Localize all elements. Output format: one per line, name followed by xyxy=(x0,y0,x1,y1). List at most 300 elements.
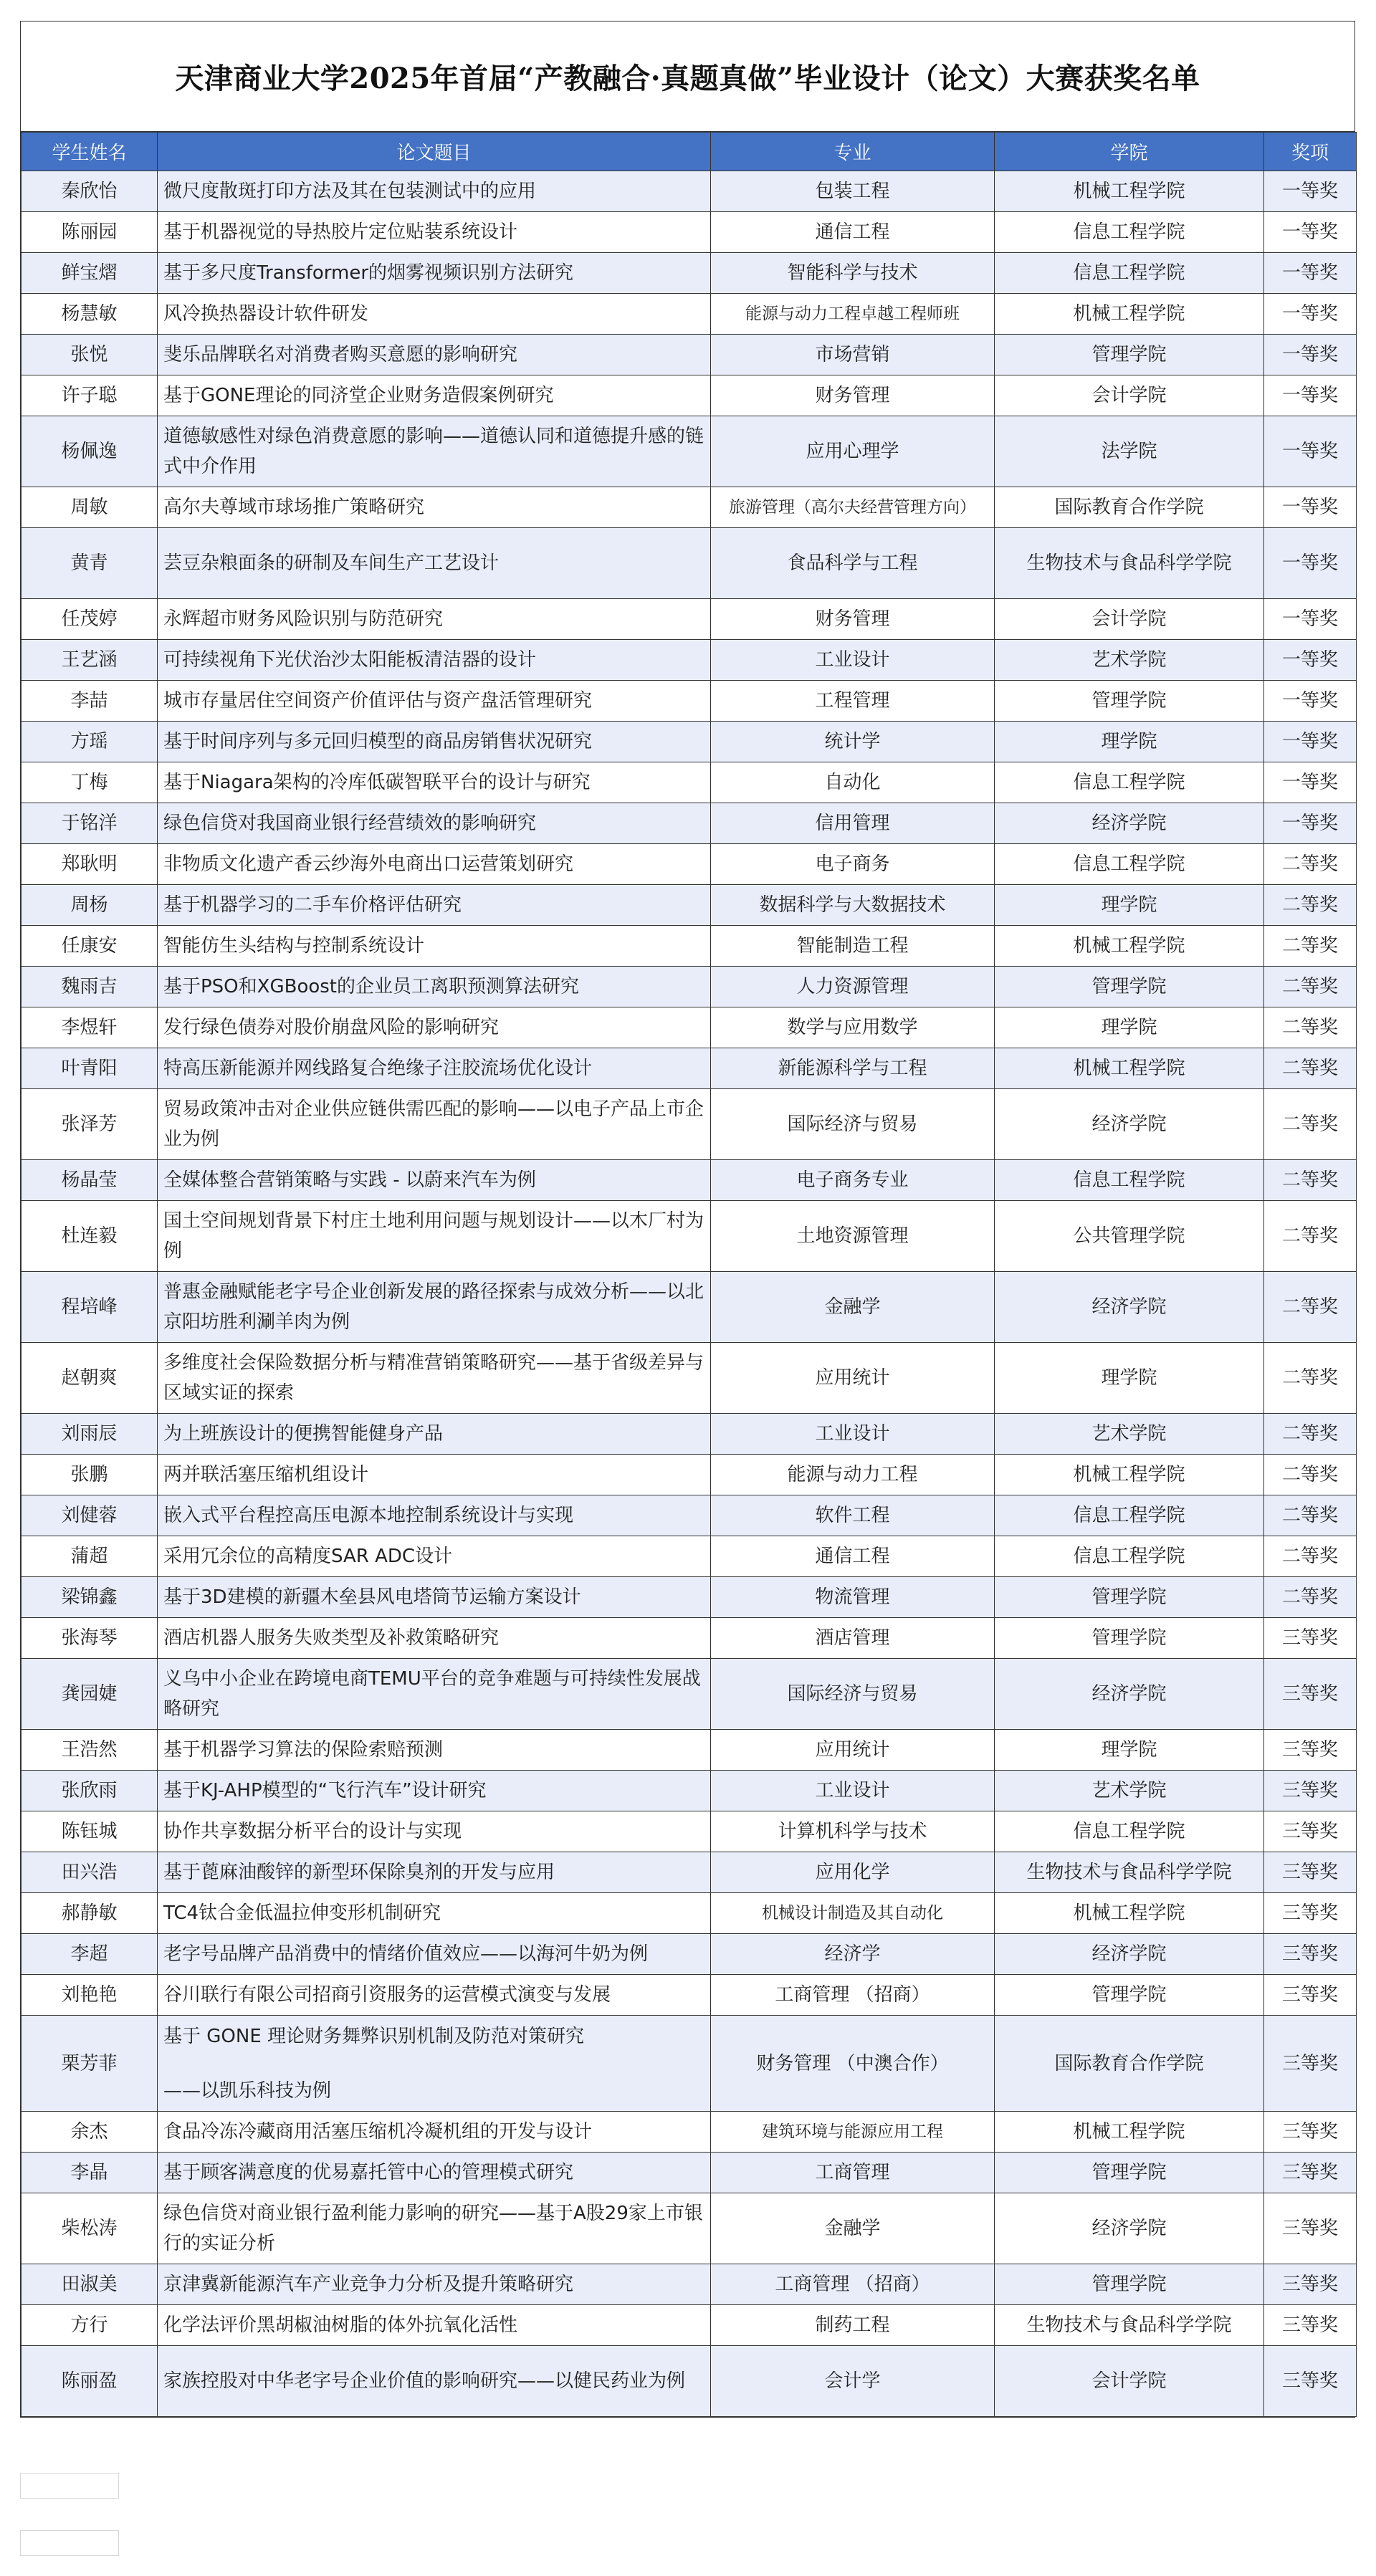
cell-thesis-title xyxy=(158,416,711,487)
cell-major: 酒店管理 xyxy=(711,1618,995,1659)
cell-major: 能源与动力工程卓越工程师班 xyxy=(711,294,995,335)
cell-thesis-title xyxy=(158,487,711,528)
title-box xyxy=(21,21,1354,132)
cell-major: 制药工程 xyxy=(711,2305,995,2346)
cell-thesis-title xyxy=(158,2112,711,2153)
cell-award: 一等奖 xyxy=(1264,375,1357,416)
cell-thesis-title xyxy=(158,803,711,844)
cell-student-name: 刘健蓉 xyxy=(22,1495,158,1536)
cell-major: 应用心理学 xyxy=(711,416,995,487)
cell-college: 信息工程学院 xyxy=(995,762,1264,803)
thesis-title-text: 基于顾客满意度的优易嘉托管中心的管理模式研究 xyxy=(163,2162,574,2183)
table-row xyxy=(22,2264,1357,2305)
blank-cell xyxy=(20,2530,119,2556)
cell-major: 机械设计制造及其自动化 xyxy=(711,1893,995,1934)
table-row xyxy=(22,1618,1357,1659)
cell-thesis-title xyxy=(158,335,711,375)
cell-award: 二等奖 xyxy=(1264,1536,1357,1577)
thesis-subtitle-text: ——以凯乐科技为例 xyxy=(163,2079,332,2102)
thesis-title-text: 谷川联行有限公司招商引资服务的运营模式演变与发展 xyxy=(163,1984,611,2006)
cell-major: 金融学 xyxy=(711,2193,995,2264)
cell-award: 二等奖 xyxy=(1264,1089,1357,1160)
cell-student-name: 张鹏 xyxy=(22,1455,158,1495)
table-row xyxy=(22,681,1357,722)
cell-college: 生物技术与食品科学学院 xyxy=(995,2305,1264,2346)
cell-thesis-title xyxy=(158,885,711,926)
cell-award: 二等奖 xyxy=(1264,926,1357,967)
cell-major: 能源与动力工程 xyxy=(711,1455,995,1495)
cell-thesis-title xyxy=(158,1618,711,1659)
cell-college: 理学院 xyxy=(995,722,1264,762)
table-row xyxy=(22,1811,1357,1852)
cell-award: 一等奖 xyxy=(1264,640,1357,681)
cell-major: 国际经济与贸易 xyxy=(711,1659,995,1730)
thesis-title-text: 家族控股对中华老字号企业价值的影响研究——以健民药业为例 xyxy=(163,2370,686,2392)
thesis-title-text: 风冷换热器设计软件研发 xyxy=(163,303,369,325)
cell-college: 机械工程学院 xyxy=(995,1048,1264,1089)
thesis-title-text: 芸豆杂粮面条的研制及车间生产工艺设计 xyxy=(163,552,500,574)
cell-student-name: 张泽芳 xyxy=(22,1089,158,1160)
thesis-title-text: 京津冀新能源汽车产业竞争力分析及提升策略研究 xyxy=(163,2274,574,2295)
cell-award: 三等奖 xyxy=(1264,1618,1357,1659)
cell-award: 二等奖 xyxy=(1264,1577,1357,1618)
cell-student-name: 张欣雨 xyxy=(22,1771,158,1811)
cell-college: 管理学院 xyxy=(995,2153,1264,2193)
cell-student-name: 蒲超 xyxy=(22,1536,158,1577)
cell-award: 三等奖 xyxy=(1264,1811,1357,1852)
cell-college: 国际教育合作学院 xyxy=(995,2016,1264,2112)
thesis-title-text: 绿色信贷对商业银行盈利能力影响的研究——基于A股29家上市银行的实证分析 xyxy=(163,2203,703,2254)
cell-award: 一等奖 xyxy=(1264,681,1357,722)
cell-college: 理学院 xyxy=(995,1343,1264,1414)
table-row xyxy=(22,416,1357,487)
cell-college: 公共管理学院 xyxy=(995,1201,1264,1272)
table-row xyxy=(22,1160,1357,1201)
cell-thesis-title xyxy=(158,844,711,885)
thesis-title-text: 义乌中小企业在跨境电商TEMU平台的竞争难题与可持续性发展战略研究 xyxy=(163,1668,701,1720)
cell-college: 管理学院 xyxy=(995,681,1264,722)
thesis-title-text: 非物质文化遗产香云纱海外电商出口运营策划研究 xyxy=(163,853,574,875)
table-row xyxy=(22,528,1357,599)
cell-student-name: 陈丽盈 xyxy=(22,2346,158,2417)
cell-thesis-title xyxy=(158,1272,711,1343)
thesis-title-text: TC4钛合金低温拉伸变形机制研究 xyxy=(163,1902,441,1924)
cell-thesis-title xyxy=(158,2016,711,2112)
thesis-title-text: 基于多尺度Transformer的烟雾视频识别方法研究 xyxy=(163,262,574,284)
cell-college: 机械工程学院 xyxy=(995,171,1264,212)
cell-student-name: 刘雨辰 xyxy=(22,1414,158,1455)
thesis-title-text: 斐乐品牌联名对消费者购买意愿的影响研究 xyxy=(163,344,518,365)
thesis-title-text: 基于PSO和XGBoost的企业员工离职预测算法研究 xyxy=(163,976,579,997)
table-row xyxy=(22,1934,1357,1975)
cell-major: 土地资源管理 xyxy=(711,1201,995,1272)
cell-student-name: 梁锦鑫 xyxy=(22,1577,158,1618)
cell-major: 国际经济与贸易 xyxy=(711,1089,995,1160)
cell-college: 信息工程学院 xyxy=(995,253,1264,294)
cell-college: 法学院 xyxy=(995,416,1264,487)
cell-award: 三等奖 xyxy=(1264,1659,1357,1730)
cell-student-name: 许子聪 xyxy=(22,375,158,416)
cell-award: 三等奖 xyxy=(1264,2305,1357,2346)
cell-award: 一等奖 xyxy=(1264,528,1357,599)
cell-thesis-title xyxy=(158,1536,711,1577)
cell-thesis-title xyxy=(158,1343,711,1414)
cell-major: 计算机科学与技术 xyxy=(711,1811,995,1852)
cell-student-name: 田淑美 xyxy=(22,2264,158,2305)
table-row xyxy=(22,2016,1357,2112)
cell-student-name: 周杨 xyxy=(22,885,158,926)
cell-thesis-title xyxy=(158,640,711,681)
cell-major: 自动化 xyxy=(711,762,995,803)
cell-major: 通信工程 xyxy=(711,212,995,253)
table-body xyxy=(22,171,1357,2417)
cell-thesis-title xyxy=(158,2346,711,2417)
table-row xyxy=(22,375,1357,416)
cell-major: 新能源科学与工程 xyxy=(711,1048,995,1089)
cell-college: 管理学院 xyxy=(995,967,1264,1007)
cell-thesis-title xyxy=(158,1934,711,1975)
cell-student-name: 柴松涛 xyxy=(22,2193,158,2264)
thesis-title-text: 基于蓖麻油酸锌的新型环保除臭剂的开发与应用 xyxy=(163,1862,555,1883)
cell-thesis-title xyxy=(158,375,711,416)
table-row xyxy=(22,844,1357,885)
header-college: 学院 xyxy=(995,133,1264,171)
cell-award: 一等奖 xyxy=(1264,803,1357,844)
cell-thesis-title xyxy=(158,1089,711,1160)
cell-college: 生物技术与食品科学学院 xyxy=(995,1852,1264,1893)
thesis-title-text: 贸易政策冲击对企业供应链供需匹配的影响——以电子产品上市企业为例 xyxy=(163,1098,704,1150)
cell-award: 三等奖 xyxy=(1264,2153,1357,2193)
table-row xyxy=(22,253,1357,294)
cell-student-name: 田兴浩 xyxy=(22,1852,158,1893)
award-table xyxy=(21,132,1357,2417)
thesis-title-text: 基于Niagara架构的冷库低碳智联平台的设计与研究 xyxy=(163,772,591,793)
header-major: 专业 xyxy=(711,133,995,171)
cell-student-name: 刘艳艳 xyxy=(22,1975,158,2016)
cell-student-name: 杨佩逸 xyxy=(22,416,158,487)
table-row xyxy=(22,762,1357,803)
cell-college: 管理学院 xyxy=(995,1618,1264,1659)
cell-thesis-title xyxy=(158,1811,711,1852)
cell-thesis-title xyxy=(158,1455,711,1495)
table-row xyxy=(22,1893,1357,1934)
cell-major: 应用化学 xyxy=(711,1852,995,1893)
cell-college: 经济学院 xyxy=(995,1272,1264,1343)
cell-thesis-title xyxy=(158,1771,711,1811)
table-row xyxy=(22,1007,1357,1048)
cell-award: 一等奖 xyxy=(1264,335,1357,375)
cell-thesis-title xyxy=(158,599,711,640)
header-thesis: 论文题目 xyxy=(158,133,711,171)
table-row xyxy=(22,1975,1357,2016)
cell-award: 三等奖 xyxy=(1264,2264,1357,2305)
table-row xyxy=(22,294,1357,335)
cell-student-name: 张海琴 xyxy=(22,1618,158,1659)
thesis-title-text: 道德敏感性对绿色消费意愿的影响——道德认同和道德提升感的链式中介作用 xyxy=(163,426,704,477)
cell-major: 食品科学与工程 xyxy=(711,528,995,599)
table-row xyxy=(22,487,1357,528)
cell-college: 艺术学院 xyxy=(995,640,1264,681)
cell-college: 艺术学院 xyxy=(995,1771,1264,1811)
cell-student-name: 叶青阳 xyxy=(22,1048,158,1089)
cell-major: 数学与应用数学 xyxy=(711,1007,995,1048)
table-row xyxy=(22,1414,1357,1455)
cell-college: 经济学院 xyxy=(995,1089,1264,1160)
cell-college: 生物技术与食品科学学院 xyxy=(995,528,1264,599)
cell-student-name: 黄青 xyxy=(22,528,158,599)
cell-student-name: 李喆 xyxy=(22,681,158,722)
cell-student-name: 郝静敏 xyxy=(22,1893,158,1934)
table-row xyxy=(22,967,1357,1007)
cell-award: 三等奖 xyxy=(1264,2346,1357,2417)
cell-major: 物流管理 xyxy=(711,1577,995,1618)
cell-thesis-title xyxy=(158,1414,711,1455)
thesis-title-text: 发行绿色债券对股价崩盘风险的影响研究 xyxy=(163,1017,500,1038)
cell-award: 二等奖 xyxy=(1264,1007,1357,1048)
cell-award: 一等奖 xyxy=(1264,171,1357,212)
cell-award: 二等奖 xyxy=(1264,1495,1357,1536)
thesis-title-text: 嵌入式平台程控高压电源本地控制系统设计与实现 xyxy=(163,1505,574,1526)
cell-award: 一等奖 xyxy=(1264,294,1357,335)
cell-student-name: 龚园婕 xyxy=(22,1659,158,1730)
cell-award: 二等奖 xyxy=(1264,1160,1357,1201)
table-row xyxy=(22,1771,1357,1811)
thesis-title-text: 智能仿生头结构与控制系统设计 xyxy=(163,935,425,957)
table-row xyxy=(22,1495,1357,1536)
cell-student-name: 余杰 xyxy=(22,2112,158,2153)
cell-student-name: 李超 xyxy=(22,1934,158,1975)
table-row xyxy=(22,1730,1357,1771)
cell-thesis-title xyxy=(158,2153,711,2193)
cell-thesis-title xyxy=(158,2193,711,2264)
cell-thesis-title xyxy=(158,1495,711,1536)
cell-award: 二等奖 xyxy=(1264,1343,1357,1414)
table-row xyxy=(22,1272,1357,1343)
cell-award: 三等奖 xyxy=(1264,1934,1357,1975)
thesis-title-text: 酒店机器人服务失败类型及补救策略研究 xyxy=(163,1627,500,1649)
cell-student-name: 丁梅 xyxy=(22,762,158,803)
cell-major: 工商管理 xyxy=(711,2153,995,2193)
table-row xyxy=(22,1089,1357,1160)
cell-award: 一等奖 xyxy=(1264,487,1357,528)
cell-student-name: 方瑶 xyxy=(22,722,158,762)
thesis-title-text: 老字号品牌产品消费中的情绪价值效应——以海河牛奶为例 xyxy=(163,1943,649,1965)
cell-college: 管理学院 xyxy=(995,2264,1264,2305)
cell-college: 信息工程学院 xyxy=(995,1811,1264,1852)
cell-award: 二等奖 xyxy=(1264,1414,1357,1455)
table-row xyxy=(22,2112,1357,2153)
cell-major: 软件工程 xyxy=(711,1495,995,1536)
thesis-title-text: 可持续视角下光伏治沙太阳能板清洁器的设计 xyxy=(163,649,537,671)
table-row xyxy=(22,1659,1357,1730)
cell-award: 三等奖 xyxy=(1264,2016,1357,2112)
cell-college: 理学院 xyxy=(995,885,1264,926)
table-row xyxy=(22,212,1357,253)
thesis-title-text: 基于机器学习算法的保险索赔预测 xyxy=(163,1739,444,1761)
cell-award: 三等奖 xyxy=(1264,2112,1357,2153)
table-row xyxy=(22,1048,1357,1089)
cell-college: 国际教育合作学院 xyxy=(995,487,1264,528)
cell-major: 财务管理 xyxy=(711,599,995,640)
cell-major: 工业设计 xyxy=(711,1771,995,1811)
cell-student-name: 秦欣怡 xyxy=(22,171,158,212)
page-title: 天津商业大学2025年首届“产教融合·真题真做”毕业设计（论文）大赛获奖名单 xyxy=(175,62,1200,95)
cell-student-name: 任茂婷 xyxy=(22,599,158,640)
cell-student-name: 杨慧敏 xyxy=(22,294,158,335)
cell-thesis-title xyxy=(158,1048,711,1089)
cell-award: 一等奖 xyxy=(1264,722,1357,762)
cell-student-name: 魏雨吉 xyxy=(22,967,158,1007)
header-award: 奖项 xyxy=(1264,133,1357,171)
cell-college: 机械工程学院 xyxy=(995,1455,1264,1495)
cell-thesis-title xyxy=(158,1975,711,2016)
cell-student-name: 鲜宝熠 xyxy=(22,253,158,294)
cell-thesis-title xyxy=(158,2305,711,2346)
cell-college: 艺术学院 xyxy=(995,1414,1264,1455)
table-row xyxy=(22,1201,1357,1272)
table-row xyxy=(22,722,1357,762)
table-row xyxy=(22,2193,1357,2264)
thesis-title-text: 全媒体整合营销策略与实践 - 以蔚来汽车为例 xyxy=(163,1169,536,1191)
cell-student-name: 栗芳菲 xyxy=(22,2016,158,2112)
cell-award: 二等奖 xyxy=(1264,844,1357,885)
thesis-title-text: 基于机器学习的二手车价格评估研究 xyxy=(163,894,462,916)
cell-student-name: 张悦 xyxy=(22,335,158,375)
cell-major: 数据科学与大数据技术 xyxy=(711,885,995,926)
cell-college: 机械工程学院 xyxy=(995,1893,1264,1934)
table-row xyxy=(22,640,1357,681)
table-row xyxy=(22,1852,1357,1893)
cell-college: 信息工程学院 xyxy=(995,1160,1264,1201)
thesis-title-text: 绿色信贷对我国商业银行经营绩效的影响研究 xyxy=(163,813,537,834)
table-row xyxy=(22,2153,1357,2193)
table-row xyxy=(22,335,1357,375)
cell-college: 机械工程学院 xyxy=(995,926,1264,967)
cell-college: 经济学院 xyxy=(995,1659,1264,1730)
cell-student-name: 王浩然 xyxy=(22,1730,158,1771)
cell-student-name: 杜连毅 xyxy=(22,1201,158,1272)
cell-award: 三等奖 xyxy=(1264,1771,1357,1811)
header-row xyxy=(22,133,1357,171)
cell-thesis-title xyxy=(158,171,711,212)
cell-major: 财务管理 xyxy=(711,375,995,416)
thesis-title-text: 基于机器视觉的导热胶片定位贴装系统设计 xyxy=(163,221,518,243)
cell-award: 三等奖 xyxy=(1264,1730,1357,1771)
cell-student-name: 于铭洋 xyxy=(22,803,158,844)
cell-college: 信息工程学院 xyxy=(995,1536,1264,1577)
thesis-title-text: 基于3D建模的新疆木垒县风电塔筒节运输方案设计 xyxy=(163,1586,581,1608)
cell-college: 信息工程学院 xyxy=(995,1495,1264,1536)
table-row xyxy=(22,599,1357,640)
cell-student-name: 杨晶莹 xyxy=(22,1160,158,1201)
thesis-title-text: 特高压新能源并网线路复合绝缘子注胶流场优化设计 xyxy=(163,1058,593,1079)
cell-thesis-title xyxy=(158,1577,711,1618)
cell-student-name: 郑耿明 xyxy=(22,844,158,885)
cell-award: 二等奖 xyxy=(1264,1048,1357,1089)
thesis-title-text: 国土空间规划背景下村庄土地利用问题与规划设计——以木厂村为例 xyxy=(163,1210,704,1262)
thesis-title-text: 永辉超市财务风险识别与防范研究 xyxy=(163,608,444,630)
cell-thesis-title xyxy=(158,1852,711,1893)
cell-student-name: 周敏 xyxy=(22,487,158,528)
table-row xyxy=(22,2305,1357,2346)
cell-award: 二等奖 xyxy=(1264,967,1357,1007)
cell-college: 理学院 xyxy=(995,1730,1264,1771)
cell-major: 统计学 xyxy=(711,722,995,762)
cell-major: 包装工程 xyxy=(711,171,995,212)
cell-thesis-title xyxy=(158,2264,711,2305)
cell-college: 机械工程学院 xyxy=(995,294,1264,335)
cell-award: 三等奖 xyxy=(1264,2193,1357,2264)
cell-thesis-title xyxy=(158,1201,711,1272)
table-row xyxy=(22,171,1357,212)
cell-student-name: 李煜轩 xyxy=(22,1007,158,1048)
header-name: 学生姓名 xyxy=(22,133,158,171)
cell-student-name: 程培峰 xyxy=(22,1272,158,1343)
cell-student-name: 陈丽园 xyxy=(22,212,158,253)
cell-college: 理学院 xyxy=(995,1007,1264,1048)
cell-thesis-title xyxy=(158,967,711,1007)
cell-award: 三等奖 xyxy=(1264,1975,1357,2016)
cell-major: 经济学 xyxy=(711,1934,995,1975)
thesis-title-text: 为上班族设计的便携智能健身产品 xyxy=(163,1423,444,1445)
thesis-title-text: 食品冷冻冷藏商用活塞压缩机冷凝机组的开发与设计 xyxy=(163,2121,593,2142)
thesis-title-text: 协作共享数据分析平台的设计与实现 xyxy=(163,1821,462,1842)
cell-thesis-title xyxy=(158,681,711,722)
cell-award: 二等奖 xyxy=(1264,1455,1357,1495)
cell-college: 经济学院 xyxy=(995,2193,1264,2264)
cell-major: 旅游管理（高尔夫经营管理方向） xyxy=(711,487,995,528)
cell-major: 电子商务专业 xyxy=(711,1160,995,1201)
cell-major: 金融学 xyxy=(711,1272,995,1343)
cell-thesis-title xyxy=(158,1007,711,1048)
cell-major: 市场营销 xyxy=(711,335,995,375)
cell-thesis-title xyxy=(158,762,711,803)
thesis-title-text: 采用冗余位的高精度SAR ADC设计 xyxy=(163,1546,453,1567)
cell-college: 管理学院 xyxy=(995,1577,1264,1618)
cell-student-name: 陈钰城 xyxy=(22,1811,158,1852)
cell-major: 财务管理 （中澳合作） xyxy=(711,2016,995,2112)
cell-student-name: 赵朝爽 xyxy=(22,1343,158,1414)
cell-college: 经济学院 xyxy=(995,1934,1264,1975)
cell-award: 一等奖 xyxy=(1264,762,1357,803)
cell-award: 二等奖 xyxy=(1264,885,1357,926)
cell-thesis-title xyxy=(158,253,711,294)
cell-thesis-title xyxy=(158,722,711,762)
cell-major: 智能制造工程 xyxy=(711,926,995,967)
cell-major: 工程管理 xyxy=(711,681,995,722)
cell-major: 会计学 xyxy=(711,2346,995,2417)
cell-award: 一等奖 xyxy=(1264,416,1357,487)
table-row xyxy=(22,1577,1357,1618)
thesis-title-text: 高尔夫尊域市球场推广策略研究 xyxy=(163,497,425,518)
cell-thesis-title xyxy=(158,528,711,599)
cell-college: 会计学院 xyxy=(995,2346,1264,2417)
cell-college: 会计学院 xyxy=(995,599,1264,640)
cell-major: 工业设计 xyxy=(711,1414,995,1455)
cell-college: 会计学院 xyxy=(995,375,1264,416)
cell-college: 机械工程学院 xyxy=(995,2112,1264,2153)
cell-major: 电子商务 xyxy=(711,844,995,885)
thesis-title-text: 基于时间序列与多元回归模型的商品房销售状况研究 xyxy=(163,731,593,752)
cell-college: 信息工程学院 xyxy=(995,212,1264,253)
cell-thesis-title xyxy=(158,212,711,253)
cell-college: 管理学院 xyxy=(995,1975,1264,2016)
blank-cell xyxy=(20,2473,119,2499)
thesis-title-text: 基于 GONE 理论财务舞弊识别机制及防范对策研究 xyxy=(163,2025,585,2047)
cell-major: 建筑环境与能源应用工程 xyxy=(711,2112,995,2153)
cell-award: 一等奖 xyxy=(1264,599,1357,640)
cell-student-name: 王艺涵 xyxy=(22,640,158,681)
